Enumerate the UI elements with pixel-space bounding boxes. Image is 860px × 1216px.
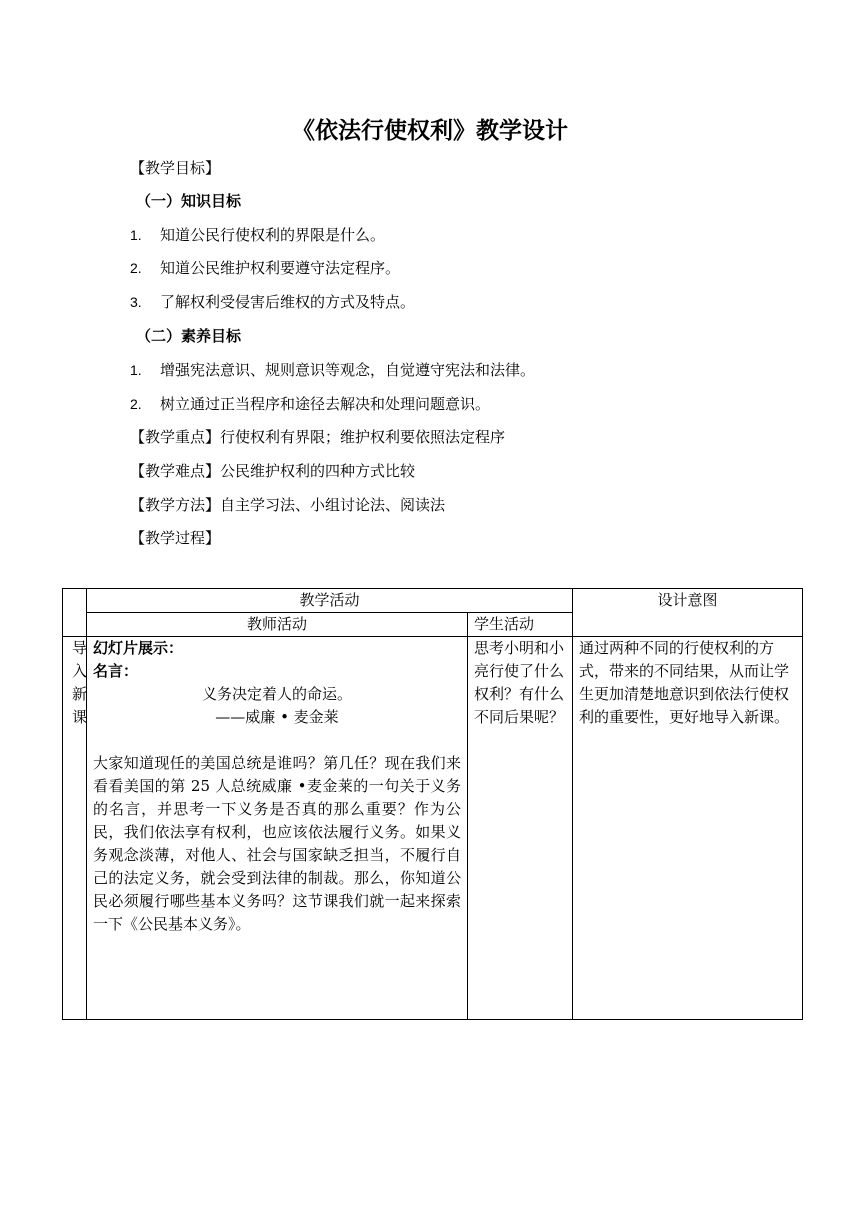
document-title: 《依法行使权利》教学设计 — [292, 118, 568, 144]
knowledge-goals-heading: （一）知识目标 — [136, 192, 242, 210]
item-number: 1. — [130, 227, 142, 243]
teaching-goals-heading: 【教学目标】 — [130, 159, 221, 177]
slide-label: 幻灯片展示： — [93, 639, 184, 657]
difficulty: 【教学难点】公民维护权利的四种方式比较 — [130, 462, 416, 480]
teacher-activity-cell — [87, 637, 468, 1020]
teacher-activity-header: 教师活动 — [87, 613, 468, 637]
item-number: 2. — [130, 396, 142, 412]
item-text: 了解权利受侵害后维权的方式及特点。 — [160, 293, 416, 311]
item-number: 3. — [130, 294, 142, 310]
knowledge-item — [130, 292, 415, 312]
item-text: 知道公民维护权利要遵守法定程序。 — [160, 259, 401, 277]
knowledge-item — [130, 258, 400, 278]
quote-label: 名言： — [93, 662, 139, 680]
blank-corner-cell — [63, 589, 87, 637]
quote-author: ——威廉 • 麦金莱 — [215, 708, 339, 726]
key-point: 【教学重点】行使权利有界限；维护权利要依照法定程序 — [130, 428, 506, 446]
teaching-process-heading: 【教学过程】 — [130, 529, 221, 547]
teacher-paragraph: 大家知道现任的美国总统是谁吗？第几任？现在我们来看看美国的第 25 人总统威廉 •麦金莱的一句关于义务的名言，并思考一下义务是否真的那么重要？作为公民，我们依法享有权利，也应该依法履行义务。如果义务观念淡薄，对他人、社会与国家缺乏担当，不履行自己的法定义务，就会受到法律的制裁。那么，你知道公民必须履行哪些基本义务吗？这节课我们就一起来探索一下《公民基本义务》。 — [93, 754, 461, 933]
lesson-plan-table — [62, 588, 803, 1020]
quote-text: 义务决定着人的命运。 — [201, 685, 352, 703]
item-text: 知道公民行使权利的界限是什么。 — [160, 226, 386, 244]
design-intent-header: 设计意图 — [573, 589, 803, 637]
stage-cell: 导入新课 — [63, 637, 87, 1020]
student-activity-cell: 思考小明和小亮行使了什么权利？有什么不同后果呢？ — [468, 637, 573, 1020]
knowledge-item — [130, 225, 385, 245]
item-text: 增强宪法意识、规则意识等观念，自觉遵守宪法和法律。 — [160, 361, 536, 379]
item-text: 树立通过正当程序和途径去解决和处理问题意识。 — [160, 395, 491, 413]
item-number: 2. — [130, 260, 142, 276]
design-intent-cell: 通过两种不同的行使权利的方式，带来的不同结果，从而让学生更加清楚地意识到依法行使权利的重要性，更好地导入新课。 — [573, 637, 803, 1020]
item-number: 1. — [130, 362, 142, 378]
teaching-activity-header: 教学活动 — [87, 589, 573, 613]
literacy-item — [130, 360, 535, 380]
teaching-method: 【教学方法】自主学习法、小组讨论法、阅读法 — [130, 496, 446, 514]
literacy-item — [130, 394, 490, 414]
literacy-goals-heading: （二）素养目标 — [136, 327, 242, 345]
student-activity-header: 学生活动 — [468, 613, 573, 637]
